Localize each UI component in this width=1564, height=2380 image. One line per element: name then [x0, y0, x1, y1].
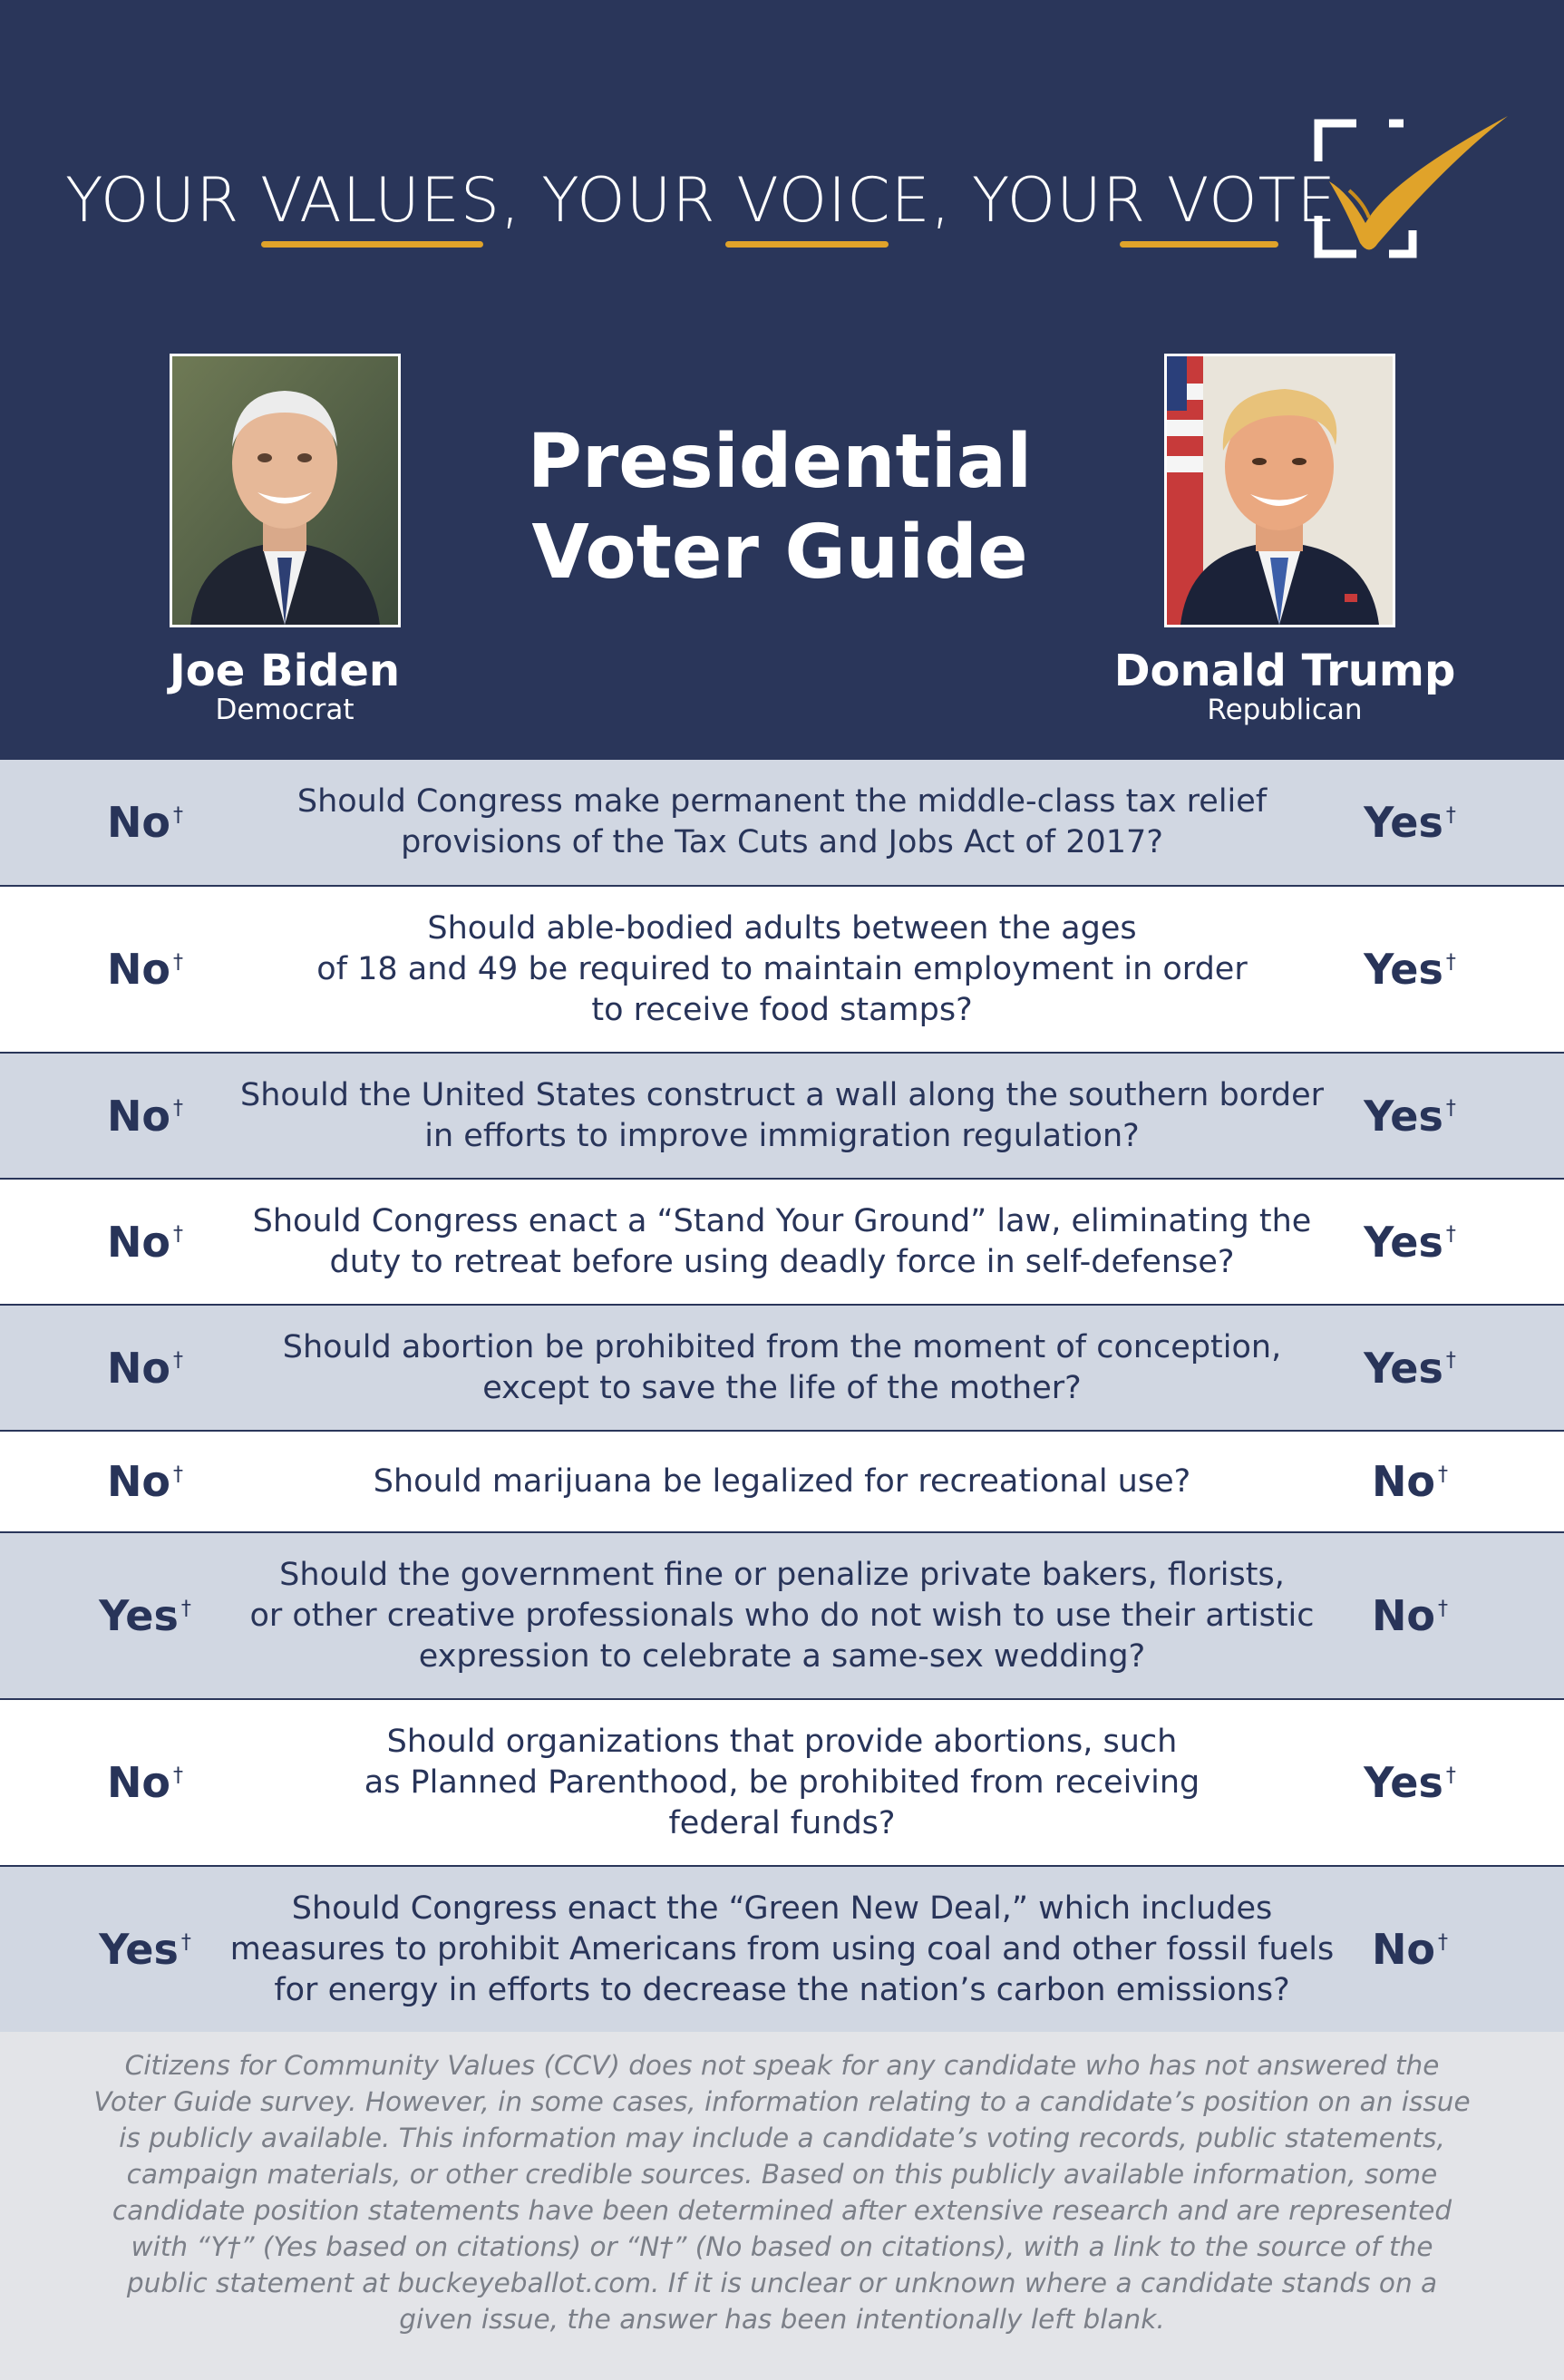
question-table [0, 760, 1564, 2032]
answer-right: Yes † [1364, 945, 1456, 994]
candidate-right-party: Republican [1207, 694, 1363, 726]
question-text: Should organizations that provide abortions, such as Planned Parenthood, be prohibited from receiving federal funds? [364, 1723, 1200, 1841]
answer-right: Yes † [1364, 1091, 1456, 1141]
question-row [0, 1700, 1564, 1867]
title-line-1: Presidential [527, 419, 1033, 505]
answer-right: No † [1371, 1925, 1449, 1974]
question-row [0, 1054, 1564, 1180]
question-row [0, 1306, 1564, 1432]
answer-right: Yes † [1364, 798, 1456, 847]
question-text: Should abortion be prohibited from the moment of conception, except to save the life of the mother? [282, 1328, 1282, 1406]
underline-vote [1120, 241, 1278, 248]
question-row [0, 887, 1564, 1054]
question-text: Should marijuana be legalized for recreational use? [373, 1462, 1191, 1500]
underline-voice [725, 241, 889, 248]
disclaimer-text: Citizens for Community Values (CCV) does not speak for any candidate who has not answered the Voter Guide survey. However, in some cases, information relating to a candidate’s position on an issue is publicly available. This information may include a candidate’s voting records, public statements, campaign materials, or other credible sources. Based on this publicly available information, some candidate position statements have been determined after extensive research and are represented with “Y†” (Yes based on citations) or “N†” (No based on citations), with a link to the source of the public statement at buckeyeballot.com. If it is unclear or unknown where a candidate stands on a given issue, the answer has been intentionally left blank. [93, 2050, 1471, 2335]
answer-left: Yes † [99, 1925, 191, 1974]
header-banner [0, 0, 1564, 760]
answer-right: No † [1371, 1457, 1449, 1506]
answer-left: No † [106, 1217, 184, 1267]
question-text: Should Congress enact a “Stand Your Ground” law, eliminating the duty to retreat before using deadly force in self-defense? [252, 1202, 1312, 1280]
answer-left: No † [106, 1343, 184, 1393]
question-row [0, 1533, 1564, 1700]
answer-right: No † [1371, 1591, 1449, 1640]
question-text: Should Congress make permanent the middle-class tax relief provisions of the Tax Cuts and Jobs Act of 2017? [296, 783, 1268, 860]
underline-values [261, 241, 483, 248]
title-line-2: Voter Guide [531, 510, 1028, 596]
page-title [508, 417, 1052, 598]
question-text: Should able-bodied adults between the ages of 18 and 49 be required to maintain employment in order to receive food stamps? [316, 909, 1248, 1028]
answer-right: Yes † [1364, 1217, 1456, 1267]
answer-left: No † [106, 945, 184, 994]
checked-box-icon [1313, 107, 1512, 266]
question-row [0, 1180, 1564, 1306]
question-row [0, 1867, 1564, 2032]
question-text: Should Congress enact the “Green New Deal,” which includes measures to prohibit Americans from using coal and other fossil fuels for energy in efforts to decrease the nation’s carbon emissions? [229, 1889, 1335, 2008]
answer-right: Yes † [1364, 1343, 1456, 1393]
answer-left: Yes † [99, 1591, 191, 1640]
answer-left: No † [106, 798, 184, 847]
biden-portrait [170, 354, 401, 627]
question-row [0, 1432, 1564, 1533]
candidate-left-name: Joe Biden [169, 646, 401, 696]
trump-portrait [1164, 354, 1395, 627]
answer-right: Yes † [1364, 1758, 1456, 1807]
question-text: Should the United States construct a wall along the southern border in efforts to improve immigration regulation? [239, 1076, 1324, 1154]
question-row [0, 760, 1564, 887]
answer-left: No † [106, 1457, 184, 1506]
answer-left: No † [106, 1091, 184, 1141]
question-text: Should the government fine or penalize private bakers, florists, or other creative professionals who do not wish to use their artistic expression to celebrate a same-sex wedding? [249, 1556, 1315, 1675]
candidate-right-name: Donald Trump [1113, 646, 1456, 696]
candidate-left-party: Democrat [215, 694, 355, 726]
slogan: YOUR VALUES, YOUR VOICE, YOUR VOTE [65, 165, 1337, 237]
answer-left: No † [106, 1758, 184, 1807]
